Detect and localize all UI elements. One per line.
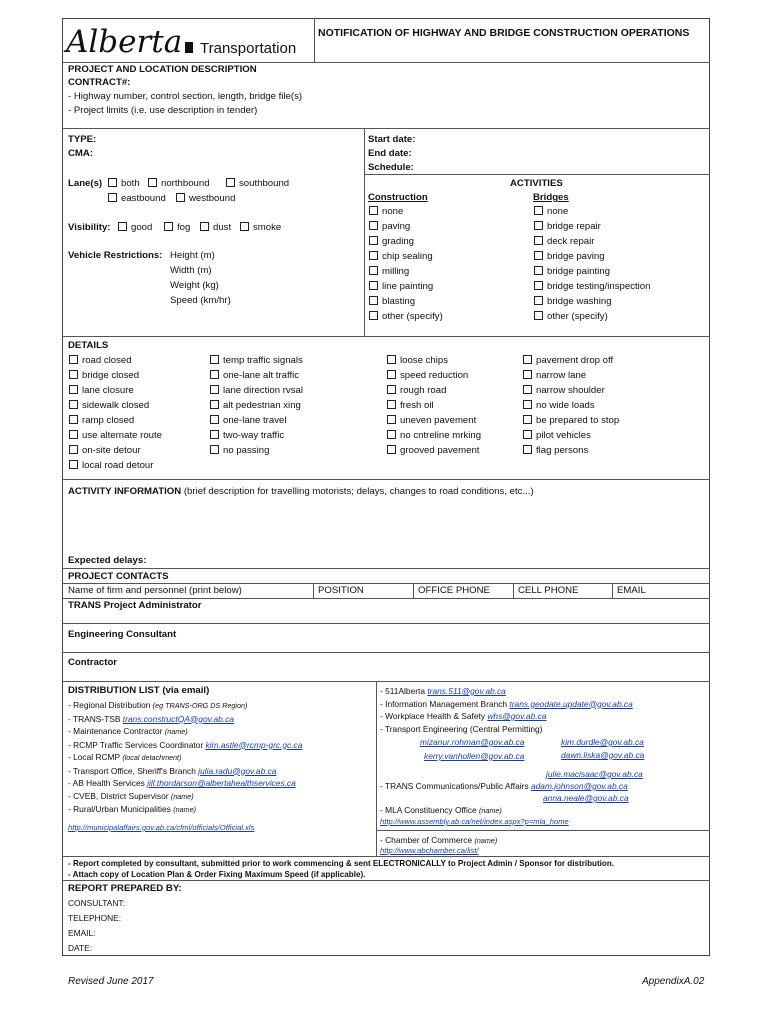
lanes-label	[68, 178, 102, 190]
detail-item-label: two-way traffic	[223, 430, 285, 441]
checkbox-icon[interactable]	[69, 385, 78, 394]
checkbox-icon[interactable]	[369, 206, 378, 215]
dist-info-mgmt	[380, 698, 633, 711]
bridges-item-label: bridge testing/inspection	[547, 281, 651, 292]
chamber-link[interactable]: http://www.abchamber.ca/list/	[380, 846, 479, 855]
dist-text: - CVEB, District Supervisor	[68, 790, 171, 801]
dist-sheriff	[68, 765, 302, 778]
checkbox-icon[interactable]	[210, 430, 219, 439]
checkbox-icon[interactable]	[534, 281, 543, 290]
checkbox-icon[interactable]	[226, 178, 235, 187]
checkbox-icon[interactable]	[69, 370, 78, 379]
construction-item[interactable]	[369, 204, 443, 219]
activity-info-note: (brief description for travelling motorists; delays, changes to road conditions, etc...)	[181, 486, 534, 497]
activity-info-heading	[68, 486, 534, 498]
detail-item-label: bridge closed	[82, 370, 140, 381]
checkbox-icon[interactable]	[210, 400, 219, 409]
detail-item[interactable]	[69, 458, 162, 473]
alberta-logo	[66, 24, 306, 62]
lane-eastbound[interactable]	[108, 193, 166, 205]
lane-option-label: southbound	[239, 178, 290, 189]
checkbox-icon[interactable]	[69, 445, 78, 454]
dist-text: - TRANS Communications/Public Affairs	[380, 781, 531, 791]
details-col-1	[69, 353, 162, 473]
detail-item[interactable]	[387, 368, 481, 383]
report-consultant[interactable]: CONSULTANT:	[68, 898, 125, 908]
construction-item[interactable]	[369, 294, 443, 309]
detail-item-label: one-lane alt traffic	[223, 370, 300, 381]
contact-row-trans-admin[interactable]: TRANS Project Administrator	[68, 600, 202, 611]
checkbox-icon[interactable]	[210, 385, 219, 394]
note-2: - Attach copy of Location Plan & Order Fixing Maximum Speed (if applicable).	[68, 870, 366, 879]
detail-item[interactable]	[69, 413, 162, 428]
detail-item-label: uneven pavement	[400, 415, 477, 426]
detail-item[interactable]	[523, 443, 619, 458]
dist-text: - Chamber of Commerce	[380, 835, 475, 845]
checkbox-icon[interactable]	[523, 370, 532, 379]
checkbox-icon[interactable]	[210, 370, 219, 379]
lane-southbound[interactable]	[226, 178, 289, 190]
detail-item[interactable]	[387, 383, 481, 398]
detail-item-label: grooved pavement	[400, 445, 480, 456]
cma-label[interactable]: CMA:	[68, 148, 94, 159]
checkbox-icon[interactable]	[369, 236, 378, 245]
checkbox-icon[interactable]	[369, 251, 378, 260]
construction-heading: Construction	[368, 192, 428, 203]
dist-511	[380, 685, 633, 698]
email-link[interactable]: adam.johnson@gov.ab.ca	[530, 781, 628, 791]
activities-heading: ACTIVITIES	[510, 178, 563, 189]
visibility-option-label: dust	[213, 222, 232, 233]
checkbox-icon[interactable]	[523, 400, 532, 409]
detail-item[interactable]	[523, 413, 619, 428]
construction-item-label: chip sealing	[382, 251, 433, 262]
construction-item[interactable]	[369, 249, 443, 264]
checkbox-icon[interactable]	[369, 281, 378, 290]
checkbox-icon[interactable]	[108, 193, 117, 202]
email-link[interactable]: trans.constructQA@gov.ab.ca	[122, 713, 234, 724]
checkbox-icon[interactable]	[387, 430, 396, 439]
bridges-item-label: none	[547, 206, 569, 217]
detail-item[interactable]	[387, 398, 481, 413]
contacts-col-email: EMAIL	[617, 585, 646, 596]
detail-item[interactable]	[523, 368, 619, 383]
vehicle-restriction-list	[170, 248, 231, 308]
construction-item[interactable]	[369, 219, 443, 234]
detail-item-label: rough road	[400, 385, 447, 396]
contacts-heading: PROJECT CONTACTS	[68, 571, 169, 582]
bridges-item-label: bridge paving	[547, 251, 605, 262]
checkbox-icon[interactable]	[523, 385, 532, 394]
dist-text: - RCMP Traffic Services Coordinator	[68, 739, 206, 750]
dist-text: - Local RCMP	[68, 752, 123, 762]
checkbox-icon[interactable]	[148, 178, 157, 187]
email-link[interactable]: kerry.vanhollen@gov.ab.ca	[424, 751, 525, 761]
checkbox-icon[interactable]	[387, 355, 396, 364]
bridges-list	[534, 204, 650, 324]
bridges-item[interactable]	[534, 309, 650, 324]
visibility-option-label: smoke	[253, 222, 282, 233]
dist-note: (name)	[164, 727, 188, 736]
dist-municipalities	[68, 803, 302, 817]
detail-item[interactable]	[69, 398, 162, 413]
detail-item[interactable]	[210, 368, 303, 383]
checkbox-icon[interactable]	[387, 415, 396, 424]
checkbox-icon[interactable]	[240, 222, 249, 231]
detail-item-label: be prepared to stop	[536, 415, 620, 426]
detail-item-label: lane closure	[82, 385, 134, 396]
dist-note: (name)	[173, 805, 196, 814]
detail-item[interactable]	[387, 413, 481, 428]
dist-text: - MLA Constituency Office	[380, 805, 479, 815]
dist-rcmp-traffic	[68, 739, 302, 752]
detail-item[interactable]	[387, 443, 481, 458]
bridges-item[interactable]	[534, 279, 650, 294]
schedule-label[interactable]: Schedule:	[368, 162, 414, 173]
detail-item[interactable]	[210, 353, 303, 368]
dist-maintenance	[68, 725, 302, 739]
dist-regional	[68, 699, 302, 713]
project-line-1: - Highway number, control section, length, bridge file(s)	[68, 91, 303, 102]
construction-item[interactable]	[369, 279, 443, 294]
dist-text: - Regional Distribution	[68, 700, 153, 710]
dist-text: - Maintenance Contractor	[68, 726, 165, 736]
details-col-3	[387, 353, 481, 458]
details-heading: DETAILS	[68, 340, 109, 351]
dist-text: - Transport Engineering (Central Permitting)	[380, 723, 543, 734]
email-link[interactable]: trans.geodate.update@gov.ab.ca	[509, 698, 633, 709]
detail-item[interactable]	[387, 428, 481, 443]
detail-item-label: road closed	[82, 355, 132, 366]
vehicle-speed[interactable]: Speed (km/hr)	[170, 295, 231, 306]
checkbox-icon[interactable]	[69, 460, 78, 469]
distribution-heading: DISTRIBUTION LIST (via email)	[68, 685, 210, 696]
project-line-2: - Project limits (i.e. use description in tender)	[68, 105, 258, 116]
lane-both[interactable]	[108, 178, 140, 190]
visibility-option-label: good	[131, 222, 153, 233]
checkbox-icon[interactable]	[534, 296, 543, 305]
dist-ab-health	[68, 777, 302, 790]
dist-text: - TRANS-TSB	[68, 713, 123, 724]
checkbox-icon[interactable]	[69, 430, 78, 439]
start-date-label[interactable]: Start date:	[368, 134, 416, 145]
checkbox-icon[interactable]	[523, 445, 532, 454]
construction-item[interactable]	[369, 234, 443, 249]
checkbox-icon[interactable]	[534, 311, 543, 320]
dist-note: (name)	[479, 806, 502, 815]
bridges-item[interactable]	[534, 249, 650, 264]
distribution-left	[68, 699, 302, 817]
checkbox-icon[interactable]	[387, 370, 396, 379]
visibility-dust[interactable]	[200, 222, 231, 234]
email-link[interactable]: julia.radu@gov.ab.ca	[198, 765, 277, 776]
dist-local-rcmp	[68, 751, 302, 765]
type-label[interactable]: TYPE:	[68, 134, 97, 145]
detail-item[interactable]	[69, 353, 162, 368]
checkbox-icon[interactable]	[369, 266, 378, 275]
detail-item-label: loose chips	[400, 355, 448, 366]
lane-option-label: both	[121, 178, 140, 189]
detail-item[interactable]	[69, 443, 162, 458]
checkbox-icon[interactable]	[369, 221, 378, 230]
visibility-fog[interactable]	[164, 222, 190, 234]
bridges-item[interactable]	[534, 234, 650, 249]
expected-delays-label[interactable]: Expected delays:	[68, 555, 147, 566]
checkbox-icon[interactable]	[534, 221, 543, 230]
construction-item[interactable]	[369, 309, 443, 324]
checkbox-icon[interactable]	[164, 222, 173, 231]
detail-item-label: no cntreline mrking	[400, 430, 482, 441]
email-link[interactable]: dawn.liska@gov.ab.ca	[561, 750, 645, 760]
logo-flag-icon	[185, 42, 193, 53]
activity-info-field[interactable]	[66, 500, 706, 552]
construction-item-label: paving	[382, 221, 411, 232]
detail-item[interactable]	[210, 428, 303, 443]
dist-text: - 511Alberta	[380, 686, 428, 696]
detail-item[interactable]	[523, 383, 619, 398]
dist-note: (local detachment)	[122, 753, 182, 762]
detail-item[interactable]	[69, 368, 162, 383]
checkbox-icon[interactable]	[534, 251, 543, 260]
vehicle-width[interactable]: Width (m)	[170, 265, 212, 276]
mla-link[interactable]: http://www.assembly.ab.ca/net/index.aspx?p=mla_home	[380, 817, 569, 826]
email-link[interactable]: anna.neale@gov.ab.ca	[543, 793, 629, 803]
contract-label[interactable]: CONTRACT#:	[68, 77, 131, 88]
dist-text: - AB Health Services	[68, 778, 148, 788]
project-heading: PROJECT AND LOCATION DESCRIPTION	[68, 64, 257, 75]
footer-revised: Revised June 2017	[68, 976, 154, 987]
email-link[interactable]: kim.astle@rcmp-grc.gc.ca	[205, 739, 303, 750]
detail-item-label: pavement drop off	[536, 355, 614, 366]
details-col-4	[523, 353, 619, 458]
detail-item-label: speed reduction	[400, 370, 469, 381]
construction-item-label: blasting	[382, 296, 416, 307]
bridges-item[interactable]	[534, 294, 650, 309]
detail-item[interactable]	[210, 383, 303, 398]
contacts-col-office-phone: OFFICE PHONE	[418, 585, 490, 596]
checkbox-icon[interactable]	[523, 355, 532, 364]
detail-item[interactable]	[210, 443, 303, 458]
visibility-label: Visibility:	[68, 222, 111, 233]
end-date-label[interactable]: End date:	[368, 148, 412, 159]
detail-item[interactable]	[69, 428, 162, 443]
checkbox-icon[interactable]	[69, 400, 78, 409]
email-link[interactable]: jill.thordarson@albertahealthservices.ca	[147, 778, 296, 788]
lanes-label-text: Lane(s)	[68, 178, 103, 189]
logo-wordmark: Alberta	[66, 24, 183, 60]
detail-item-label: no wide loads	[536, 400, 595, 411]
report-heading: REPORT PREPARED BY:	[68, 883, 182, 894]
construction-item-label: grading	[382, 236, 415, 247]
email-link[interactable]: trans.511@gov.ab.ca	[427, 686, 506, 696]
dist-cveb	[68, 790, 302, 804]
detail-item[interactable]	[210, 413, 303, 428]
detail-item-label: local road detour	[82, 460, 154, 471]
detail-item[interactable]	[210, 398, 303, 413]
construction-item-label: milling	[382, 266, 410, 277]
detail-item-label: sidewalk closed	[82, 400, 150, 411]
checkbox-icon[interactable]	[176, 193, 185, 202]
detail-item-label: narrow lane	[536, 370, 587, 381]
note-1: - Report completed by consultant, submitted prior to work commencing & sent ELECTRONICALLY to Project Admin / Sponsor for distribution.	[68, 859, 615, 868]
dist-text: - Workplace Health & Safety	[380, 711, 488, 721]
vehicle-height[interactable]: Height (m)	[170, 250, 215, 261]
dist-text: - Rural/Urban Municipalities	[68, 804, 174, 814]
bridges-item-label: bridge repair	[547, 221, 601, 232]
distribution-right	[380, 685, 633, 735]
visibility-option-label: fog	[177, 222, 191, 233]
department-name: Transportation	[200, 40, 297, 57]
dist-whs	[380, 710, 633, 723]
contact-row-contractor[interactable]: Contractor	[68, 657, 118, 668]
detail-item[interactable]	[523, 428, 619, 443]
dist-transport-eng	[380, 723, 633, 736]
construction-item-label: line painting	[382, 281, 434, 292]
lane-option-label: eastbound	[121, 193, 166, 204]
detail-item-label: use alternate route	[82, 430, 163, 441]
checkbox-icon[interactable]	[369, 296, 378, 305]
activity-info-title: ACTIVITY INFORMATION	[68, 486, 182, 497]
email-link[interactable]: kim.durdle@gov.ab.ca	[561, 737, 644, 747]
checkbox-icon[interactable]	[200, 222, 209, 231]
email-link[interactable]: whs@gov.ab.ca	[487, 711, 547, 721]
bridges-item[interactable]	[534, 219, 650, 234]
detail-item[interactable]	[523, 353, 619, 368]
checkbox-icon[interactable]	[387, 385, 396, 394]
form-title: NOTIFICATION OF HIGHWAY AND BRIDGE CONSTRUCTION OPERATIONS	[318, 27, 690, 39]
bridges-heading: Bridges	[533, 192, 569, 203]
bridges-item[interactable]	[534, 204, 650, 219]
dist-trans-tsb	[68, 713, 302, 726]
dist-text: - Transport Office, Sheriff's Branch	[68, 765, 199, 776]
dist-note: (name)	[170, 791, 194, 801]
checkbox-icon[interactable]	[118, 222, 127, 231]
contacts-col-position: POSITION	[318, 585, 364, 596]
detail-item-label: pilot vehicles	[536, 430, 591, 441]
bridges-item-label: bridge washing	[547, 296, 612, 307]
checkbox-icon[interactable]	[534, 206, 543, 215]
report-email[interactable]: EMAIL:	[68, 928, 96, 938]
detail-item-label: no passing	[223, 445, 270, 456]
checkbox-icon[interactable]	[387, 445, 396, 454]
bridges-item-label: bridge painting	[547, 266, 610, 277]
detail-item[interactable]	[523, 398, 619, 413]
detail-item-label: ramp closed	[82, 415, 135, 426]
details-col-2	[210, 353, 303, 458]
bridges-item-label: other (specify)	[547, 311, 608, 322]
report-date[interactable]: DATE:	[68, 943, 93, 953]
visibility-good[interactable]	[118, 222, 152, 234]
lane-option-label: westbound	[189, 193, 236, 204]
detail-item-label: alt pedestrian xing	[223, 400, 301, 411]
email-link[interactable]: julie.macisaac@gov.ab.ca	[546, 769, 643, 779]
vehicle-weight[interactable]: Weight (kg)	[170, 280, 219, 291]
vehicle-restrictions-label: Vehicle Restrictions:	[68, 250, 163, 261]
construction-item-label: other (specify)	[382, 311, 443, 322]
checkbox-icon[interactable]	[387, 400, 396, 409]
checkbox-icon[interactable]	[210, 355, 219, 364]
checkbox-icon[interactable]	[534, 266, 543, 275]
detail-item-label: lane direction rvsal	[223, 385, 303, 396]
visibility-smoke[interactable]	[240, 222, 281, 234]
lane-option-label: northbound	[161, 178, 210, 189]
contacts-col-name: Name of firm and personnel (print below)	[68, 585, 242, 596]
checkbox-icon[interactable]	[523, 415, 532, 424]
detail-item-label: flag persons	[536, 445, 589, 456]
checkbox-icon[interactable]	[534, 236, 543, 245]
dist-note: (name)	[474, 836, 498, 845]
dist-text: - Information Management Branch	[380, 698, 510, 709]
checkbox-icon[interactable]	[69, 415, 78, 424]
detail-item-label: fresh oil	[400, 400, 434, 411]
detail-item-label: narrow shoulder	[536, 385, 605, 396]
checkbox-icon[interactable]	[210, 415, 219, 424]
lane-northbound[interactable]	[148, 178, 210, 190]
dist-note: (eg TRANS-ORG DS Region)	[152, 701, 248, 710]
construction-list	[369, 204, 443, 324]
checkbox-icon[interactable]	[108, 178, 117, 187]
detail-item-label: on-site detour	[82, 445, 141, 456]
dist-communications	[380, 780, 628, 792]
bridges-item[interactable]	[534, 264, 650, 279]
contact-row-engineering[interactable]: Engineering Consultant	[68, 629, 177, 640]
checkbox-icon[interactable]	[69, 355, 78, 364]
checkbox-icon[interactable]	[210, 445, 219, 454]
municipal-affairs-link[interactable]: http://municipalaffairs.gov.ab.ca/cfml/officials/Official.xls	[68, 823, 255, 832]
bridges-item-label: deck repair	[547, 236, 595, 247]
detail-item-label: temp traffic signals	[223, 355, 303, 366]
lane-westbound[interactable]	[176, 193, 235, 205]
detail-item[interactable]	[387, 353, 481, 368]
footer-appendix: AppendixA.02	[642, 976, 705, 987]
email-link[interactable]: mizanur.rohman@gov.ab.ca	[420, 737, 525, 747]
construction-item-label: none	[382, 206, 404, 217]
detail-item[interactable]	[69, 383, 162, 398]
checkbox-icon[interactable]	[523, 430, 532, 439]
construction-item[interactable]	[369, 264, 443, 279]
contacts-col-cell-phone: CELL PHONE	[518, 585, 579, 596]
report-fields	[68, 896, 125, 956]
detail-item-label: one-lane travel	[223, 415, 287, 426]
report-telephone[interactable]: TELEPHONE:	[68, 913, 122, 923]
checkbox-icon[interactable]	[369, 311, 378, 320]
